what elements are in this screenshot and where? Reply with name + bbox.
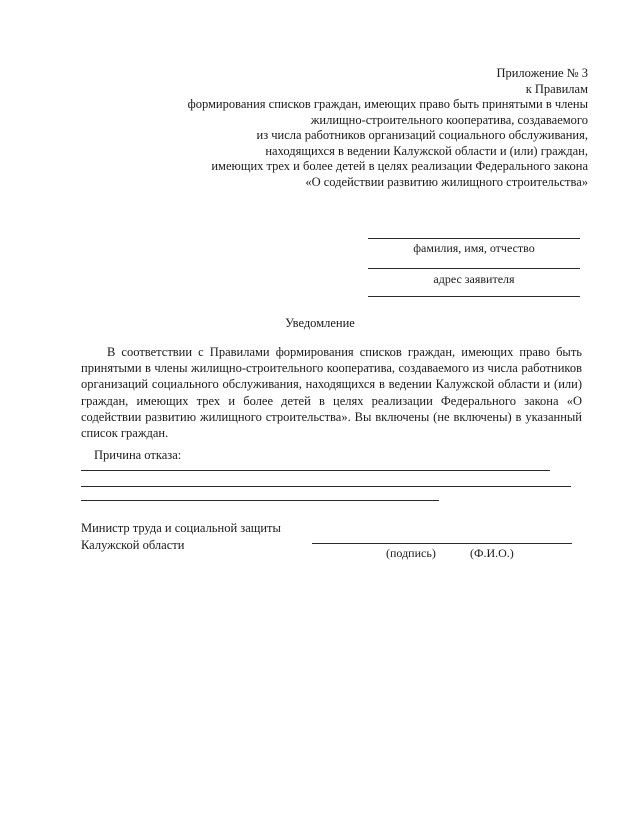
reason-blank-line-1 <box>81 470 550 471</box>
header-line: к Правилам <box>525 81 588 96</box>
signer-block <box>81 520 281 554</box>
header-line: находящихся в ведении Калужской области и (или) граждан, <box>265 143 588 158</box>
address-blank-line-2 <box>368 296 580 297</box>
appendix-header <box>128 66 588 190</box>
header-line: Приложение № 3 <box>496 66 588 80</box>
reason-blank-line-2 <box>81 486 571 487</box>
name-caption: фамилия, имя, отчество <box>413 241 535 255</box>
notification-body: В соответствии с Правилами формирования списков граждан, имеющих право быть принятыми в члены жилищно-строительного кооператива, создаваемого из числа работников организаций социального обслуживания, находящихся в ведении Калужской области и (или) граждан, имеющих трех и более детей в целях реализации Федерального закона «О содействии развитию жилищного строительства». Вы включены (не включены) в указанный список граждан. <box>81 345 582 441</box>
signer-region: Калужской области <box>81 538 185 552</box>
initials-caption: (Ф.И.О.) <box>470 546 514 560</box>
header-line: жилищно-строительного кооператива, создаваемого <box>310 112 588 127</box>
refusal-reason-label: Причина отказа: <box>94 448 182 462</box>
signer-title: Министр труда и социальной защиты <box>81 521 281 535</box>
header-line: «О содействии развитию жилищного строительства» <box>305 174 588 189</box>
address-caption: адрес заявителя <box>433 272 515 286</box>
signature-blank-line <box>312 543 572 544</box>
applicant-name-field <box>368 238 580 256</box>
name-blank-line <box>368 238 580 239</box>
address-blank-line-1 <box>368 268 580 269</box>
reason-blank-line-3 <box>81 500 439 501</box>
header-line: формирования списков граждан, имеющих право быть принятыми в члены <box>187 97 588 111</box>
header-line: из числа работников организаций социального обслуживания, <box>256 128 588 142</box>
signature-caption: (подпись) <box>386 546 436 560</box>
header-line: имеющих трех и более детей в целях реализации Федерального закона <box>211 159 588 173</box>
document-title: Уведомление <box>285 316 355 330</box>
applicant-address-field <box>368 272 580 287</box>
